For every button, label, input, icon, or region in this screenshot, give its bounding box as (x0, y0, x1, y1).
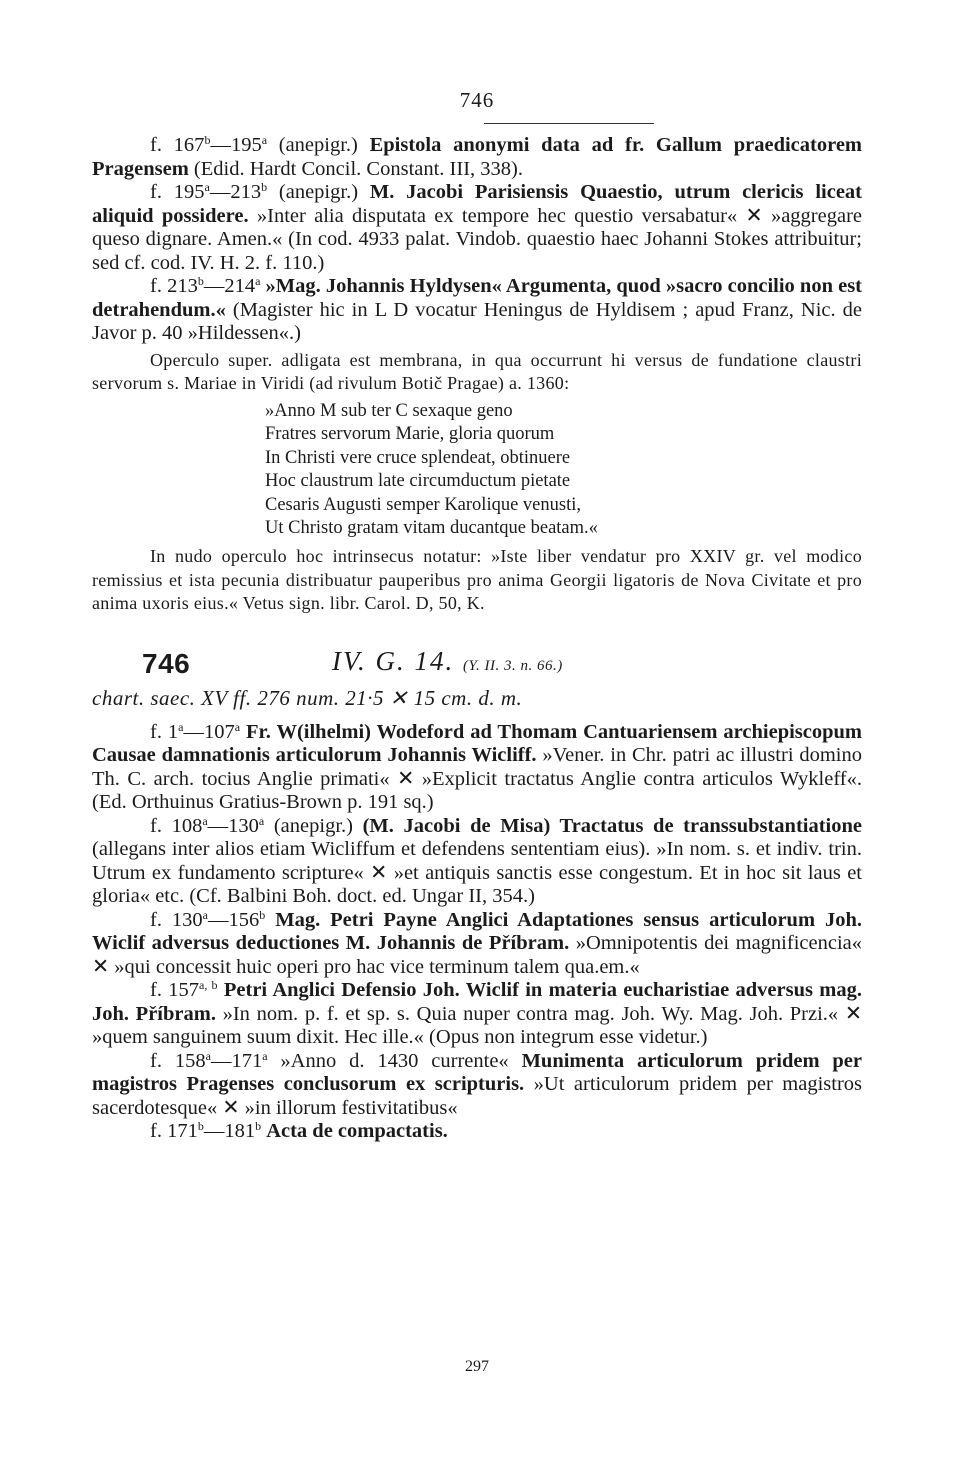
entry-item (92, 1120, 862, 1144)
note: »Anno d. 1430 currente« (267, 1049, 522, 1072)
note: (anepigr.) (267, 181, 370, 203)
item-title: Petri Anglici Defensio Joh. Wiclif in materia eucharistiae adversus mag. Joh. Příbram. (92, 979, 862, 1025)
operculo-note: Operculo super. adligata est membrana, in qua occurrunt hi versus de fundatione claustri servorum s. Mariae in Viridi (ad rivulum Botič Pragae) a. 1360: (92, 349, 862, 393)
folio-sup: b (197, 274, 204, 288)
folio-sup: b (197, 1119, 204, 1134)
folio-end: —156 (208, 908, 260, 931)
folio: f. 157 (150, 979, 200, 1002)
item-text: »Omnipotentis dei magnificencia« ✕ »qui concessit huic operi pro hac vice terminum talem qua.em.« (92, 932, 862, 978)
item-text: »Inter alia disputata ex tempore hec questio versabatur« ✕ »aggregare queso dignare. Amen.« (In cod. 4933 palat. Vindob. quaestio haec Johanni Stokes attribuitur; sed cf. cod. IV. H. 2. f. 110.) (92, 204, 863, 274)
verse-line: »Anno M sub ter C sexaque geno (265, 400, 513, 421)
entry-heading (92, 642, 862, 682)
item-text: (Edid. Hardt Concil. Constant. III, 338). (188, 157, 523, 180)
item-title: Acta de compactatis. (266, 1120, 448, 1143)
folio: f. 108 (150, 814, 203, 837)
verse-line: Hoc claustrum late circumductum pietate (265, 471, 571, 492)
verse-block (265, 400, 862, 542)
item-title: (M. Jacobi de Misa) Tractatus de transsubstantiatione (362, 814, 862, 837)
folio-end: —107 (183, 720, 235, 743)
folio-sup: b (204, 133, 211, 147)
item-title: Munimenta articulorum pridem per magistros Pragenses conclusorum ex scripturis. (92, 1049, 863, 1096)
folio-sup: a (202, 813, 208, 828)
signature: IV. G. 14. (332, 645, 455, 676)
folio-sup: a (204, 180, 210, 194)
folio-end: —171 (210, 1049, 263, 1072)
folio-sup: a, b (199, 978, 218, 993)
folio-sup: a (205, 1048, 211, 1063)
entry-signature (332, 646, 563, 677)
header-rule (484, 123, 654, 124)
entry-number: 746 (142, 647, 191, 679)
item-text: (Magister hic in L D vocatur Heningus de Hyldisem ; apud Franz, Nic. de Javor p. 40 »Hildessen«.) (92, 298, 862, 344)
entry-description: chart. saec. XV ff. 276 num. 21·5 ✕ 15 cm. d. m. (92, 685, 523, 710)
folio-end: —213 (209, 181, 262, 203)
item-title: Mag. Petri Payne Anglici Adaptationes sensus articulorum Joh. Wiclif adversus deductiones M. Johannis de Příbram. (92, 908, 863, 955)
item-title: »Mag. Johannis Hyldysen« Argumenta, quod »sacro concilio non est detrahendum.« (92, 275, 863, 321)
folio-end-sup: a (261, 133, 268, 147)
note: (anepigr.) (264, 814, 363, 837)
folio-sup: a (202, 907, 208, 922)
entry-item (92, 815, 862, 909)
folio-end: —130 (207, 814, 259, 837)
folio: f. 1 (150, 720, 179, 743)
folio-end-sup: a (234, 719, 241, 734)
folio-end-sup: b (261, 180, 268, 194)
prev-entry-item-2 (92, 181, 862, 275)
old-signature: (Y. II. 3. n. 66.) (463, 657, 563, 674)
item-text: »Ut articulorum pridem per magistros sacerdotesque« ✕ »in illorum festivitatibus« (92, 1073, 862, 1119)
item-title: Epistola anonymi data ad fr. Gallum praedicatorem Pragensem (92, 134, 862, 180)
item-text: »Vener. in Chr. patri ac illustri domino Th. C. arch. tocius Anglie primati« ✕ »Explicit tractatus Anglie contra articulos Wykleff«. (Ed. Orthuinus Gratius-Brown p. 191 sq.) (92, 744, 862, 814)
folio: f. 195 (150, 181, 205, 203)
folio-end: —181 (203, 1120, 256, 1143)
verse-line: Cesaris Augusti semper Karolique venusti, (265, 494, 581, 515)
folio: f. 130 (150, 908, 203, 931)
folio-end-sup: a (255, 274, 261, 288)
prev-entry-item-1 (92, 134, 862, 181)
item-title: Fr. W(ilhelmi) Wodeford ad Thomam Cantuariensem archiepiscopum Causae damnationis articulorum Johannis Wicliff. (92, 720, 863, 767)
folio-end: —214 (203, 275, 256, 297)
entry-item (92, 909, 862, 980)
item-text: (allegans inter alios etiam Wicliffum et defendens sententiam eius). »In nom. s. et indiv. trin. Utrum ex fundamento scripture« ✕ »et antiquis sanctis esse congestum. Et in hoc sit laus et gloria« etc. (Cf. Balbini Boh. doct. ed. Ungar II, 354.) (92, 838, 862, 908)
verse-line: Ut Christo gratam vitam ducantque beatam.« (265, 518, 598, 539)
folio: f. 171 (150, 1120, 198, 1143)
prev-entry-item-3 (92, 275, 862, 346)
verse-line: Fratres servorum Marie, gloria quorum (265, 424, 555, 445)
verse-line: In Christi vere cruce splendeat, obtinuere (265, 447, 571, 468)
nudo-operculo-note: In nudo operculo hoc intrinsecus notatur: »Iste liber vendatur pro XXIV gr. vel modico remissius et ista pecunia distribuatur pauperibus pro anima Georgii ligatoris de Nova Civitate et pro anima uxoris eius.« Vetus sign. libr. Carol. D, 50, K. (92, 546, 862, 614)
running-header: 746 (459, 88, 495, 112)
folio-end-sup: b (255, 1119, 262, 1134)
folio: f. 213 (150, 275, 198, 297)
page-number: 297 (465, 1358, 489, 1375)
page (92, 88, 863, 1375)
note (265, 909, 275, 931)
entry-item (92, 979, 862, 1050)
folio: f. 167 (150, 134, 205, 156)
entry-item (92, 1050, 862, 1121)
note: (anepigr.) (267, 134, 370, 156)
folio-end-sup: b (259, 907, 266, 922)
folio: f. 158 (150, 1049, 206, 1072)
folio-end-sup: a (258, 813, 265, 828)
item-title: M. Jacobi Parisiensis Quaestio, utrum clericis liceat aliquid possidere. (92, 181, 863, 227)
entry-item (92, 721, 862, 815)
item-text: »In nom. p. f. et sp. s. Quia nuper contra mag. Joh. Wy. Mag. Joh. Przi.« ✕ »quem sanguinem suum dixit. Hec ille.« (Opus non integrum esse videtur.) (92, 1002, 862, 1049)
folio-end-sup: a (262, 1048, 268, 1063)
folio-sup: a (178, 719, 184, 734)
folio-end: —195 (210, 134, 262, 156)
